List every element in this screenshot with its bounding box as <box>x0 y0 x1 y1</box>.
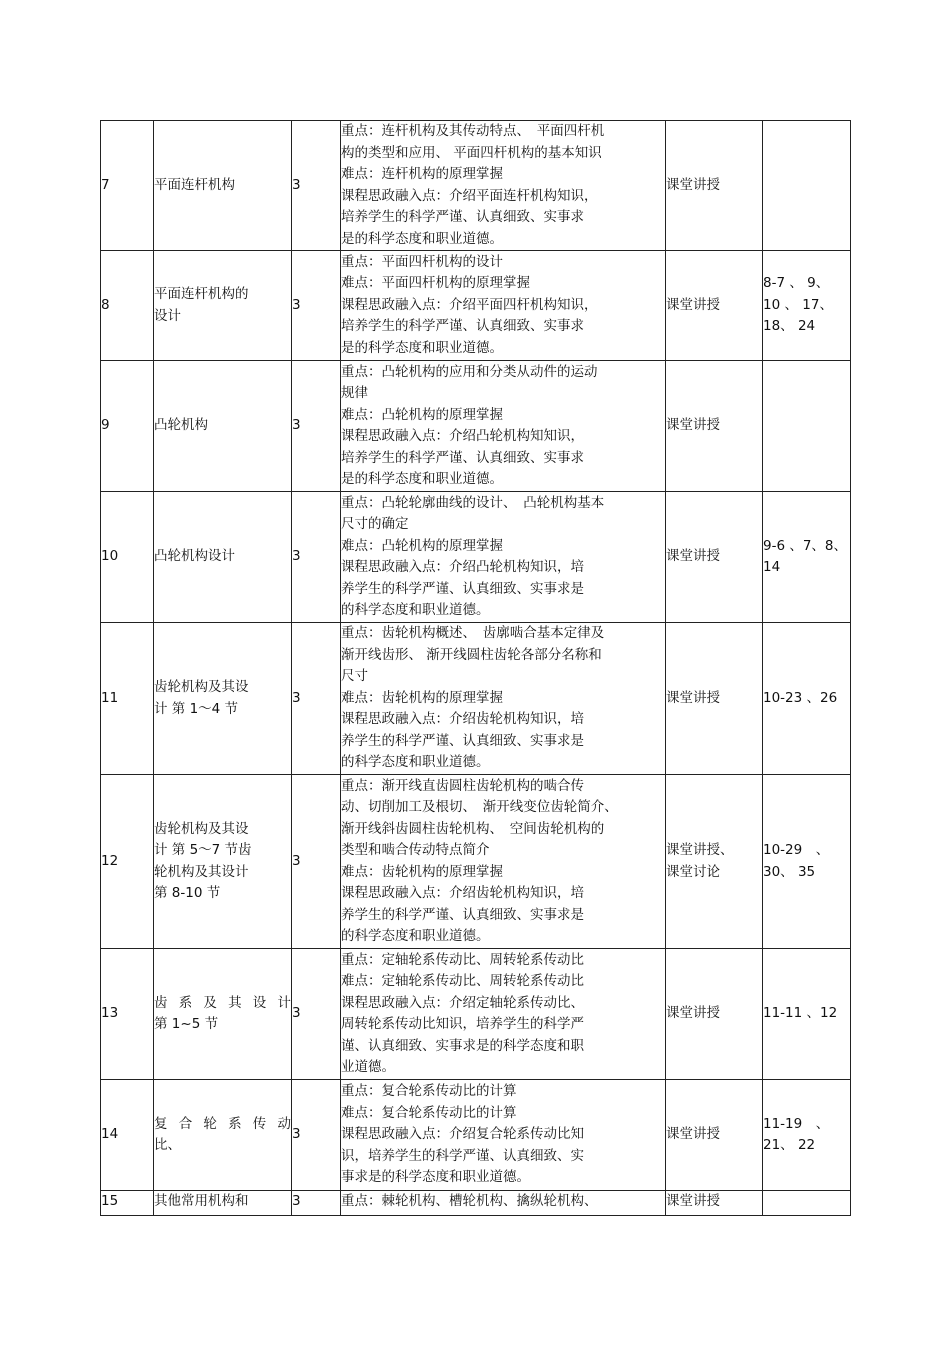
table-row <box>101 775 851 949</box>
topic-line: 设计 <box>154 307 181 324</box>
week-number-cell: 14 <box>101 1080 154 1191</box>
content-cell <box>341 361 666 492</box>
syllabus-table-body <box>101 121 851 1216</box>
content-line: 难点：凸轮机构的原理掌握 <box>341 406 503 423</box>
topic-line: 齿系及其设计 <box>154 994 291 1011</box>
topic-line: 比、 <box>154 1137 181 1153</box>
table-row <box>101 1080 851 1191</box>
content-line: 课程思政融入点：介绍平面四杆机构知识， <box>341 296 598 313</box>
content-line: 的科学态度和职业道德。 <box>341 928 490 944</box>
content-line: 难点：定轴轮系传动比、周转轮系传动比 <box>341 973 584 989</box>
content-line: 课程思政融入点：介绍齿轮机构知识，培 <box>341 885 584 901</box>
homework-cell <box>763 949 851 1080</box>
teaching-method-cell <box>666 492 763 623</box>
content-line: 难点：平面四杆机构的原理掌握 <box>341 275 530 292</box>
topic-cell <box>154 1080 292 1191</box>
method-line: 课堂讲授 <box>666 689 720 706</box>
table-row <box>101 949 851 1080</box>
method-line: 课堂讲授 <box>666 548 720 565</box>
topic-line: 凸轮机构 <box>154 417 208 434</box>
content-line: 难点：复合轮系传动比的计算 <box>341 1104 517 1121</box>
topic-cell <box>154 361 292 492</box>
week-number-cell: 15 <box>101 1191 154 1216</box>
content-line: 难点：齿轮机构的原理掌握 <box>341 863 503 880</box>
topic-cell <box>154 492 292 623</box>
content-line: 谨、认真细致、实事求是的科学态度和职 <box>341 1037 584 1054</box>
content-line: 是的科学态度和职业道德。 <box>341 471 503 487</box>
table-row <box>101 623 851 775</box>
content-line: 尺寸的确定 <box>341 516 409 532</box>
content-line: 业道德。 <box>341 1059 395 1075</box>
hours-cell: 3 <box>292 251 341 361</box>
topic-line: 凸轮机构设计 <box>154 548 235 565</box>
content-line: 是的科学态度和职业道德。 <box>341 339 503 356</box>
teaching-method-cell <box>666 121 763 251</box>
content-line: 的科学态度和职业道德。 <box>341 602 490 618</box>
homework-line: 8-7 、 9、 <box>763 275 830 292</box>
homework-cell <box>763 1080 851 1191</box>
homework-line: 10 、 17、 <box>763 296 833 313</box>
topic-line: 第 1~5 节 <box>154 1016 219 1032</box>
content-line: 尺寸 <box>341 668 368 685</box>
teaching-method-cell <box>666 1191 763 1216</box>
hours-cell: 3 <box>292 949 341 1080</box>
method-line: 课堂讨论 <box>666 863 720 880</box>
content-line: 培养学生的科学严谨、认真细致、实事求 <box>341 449 584 466</box>
content-line: 规律 <box>341 385 368 401</box>
week-number-cell: 10 <box>101 492 154 623</box>
topic-line: 计 第 1～4 节 <box>154 700 239 717</box>
topic-line: 齿轮机构及其设 <box>154 679 249 695</box>
content-line: 课程思政融入点：介绍凸轮机构知识，培 <box>341 559 584 575</box>
content-line: 课程思政融入点：介绍齿轮机构知识，培 <box>341 711 584 728</box>
teaching-method-cell <box>666 361 763 492</box>
topic-cell <box>154 949 292 1080</box>
homework-line: 30、 35 <box>763 863 816 880</box>
topic-line: 其他常用机构和 <box>154 1193 249 1209</box>
week-number-cell: 11 <box>101 623 154 775</box>
method-line: 课堂讲授 <box>666 1193 720 1209</box>
content-line: 的科学态度和职业道德。 <box>341 754 490 771</box>
homework-line: 11-19 、 <box>763 1115 830 1132</box>
content-line: 动、切削加工及根切、 渐开线变位齿轮简介、 <box>341 799 618 815</box>
content-cell <box>341 949 666 1080</box>
content-line: 课程思政融入点：介绍平面连杆机构知识， <box>341 187 598 204</box>
content-line: 重点：定轴轮系传动比、周转轮系传动比 <box>341 951 584 968</box>
content-cell <box>341 492 666 623</box>
content-line: 养学生的科学严谨、认真细致、实事求是 <box>341 732 584 749</box>
topic-line: 齿轮机构及其设 <box>154 820 249 837</box>
hours-cell: 3 <box>292 623 341 775</box>
content-line: 课程思政融入点：介绍定轴轮系传动比、 <box>341 994 584 1011</box>
teaching-method-cell <box>666 775 763 949</box>
syllabus-table <box>100 120 851 1216</box>
content-line: 重点：平面四杆机构的设计 <box>341 253 503 270</box>
week-number-cell: 9 <box>101 361 154 492</box>
content-line: 事求是的科学态度和职业道德。 <box>341 1169 530 1186</box>
content-line: 课程思政融入点：介绍凸轮机构知知识， <box>341 428 584 444</box>
content-line: 识，培养学生的科学严谨、认真细致、实 <box>341 1147 584 1164</box>
content-line: 重点：渐开线直齿圆柱齿轮机构的啮合传 <box>341 777 584 794</box>
content-line: 构的类型和应用、 平面四杆机构的基本知识 <box>341 144 602 161</box>
hours-cell: 3 <box>292 1191 341 1216</box>
homework-line: 10-29 、 <box>763 842 830 858</box>
content-line: 重点：齿轮机构概述、 齿廓啮合基本定律及 <box>341 625 605 642</box>
topic-line: 第 8-10 节 <box>154 885 221 901</box>
content-line: 渐开线齿形、 渐开线圆柱齿轮各部分名称和 <box>341 646 602 663</box>
homework-cell <box>763 623 851 775</box>
content-line: 重点：凸轮机构的应用和分类从动件的运动 <box>341 363 598 380</box>
topic-cell <box>154 121 292 251</box>
topic-cell <box>154 1191 292 1216</box>
method-line: 课堂讲授 <box>666 1005 720 1022</box>
content-line: 难点：连杆机构的原理掌握 <box>341 166 503 182</box>
hours-cell: 3 <box>292 492 341 623</box>
content-cell <box>341 623 666 775</box>
homework-cell <box>763 492 851 623</box>
week-number-cell: 7 <box>101 121 154 251</box>
method-line: 课堂讲授 <box>666 417 720 434</box>
content-line: 培养学生的科学严谨、认真细致、实事求 <box>341 209 584 225</box>
homework-cell <box>763 121 851 251</box>
topic-line: 复合轮系传动 <box>154 1115 291 1132</box>
content-line: 养学生的科学严谨、认真细致、实事求是 <box>341 906 584 923</box>
homework-cell <box>763 775 851 949</box>
week-number-cell: 12 <box>101 775 154 949</box>
topic-line: 平面连杆机构 <box>154 176 235 193</box>
content-line: 难点：凸轮机构的原理掌握 <box>341 537 503 554</box>
week-number-cell: 13 <box>101 949 154 1080</box>
week-number-cell: 8 <box>101 251 154 361</box>
topic-cell <box>154 251 292 361</box>
method-line: 课堂讲授 <box>666 176 720 193</box>
content-line: 重点：凸轮轮廓曲线的设计、 凸轮机构基本 <box>341 494 605 511</box>
homework-line: 11-11 、12 <box>763 1005 838 1022</box>
content-line: 重点：棘轮机构、槽轮机构、擒纵轮机构、 <box>341 1193 598 1209</box>
content-line: 是的科学态度和职业道德。 <box>341 230 503 247</box>
content-line: 类型和啮合传动特点简介 <box>341 842 490 858</box>
teaching-method-cell <box>666 1080 763 1191</box>
content-cell <box>341 251 666 361</box>
hours-cell: 3 <box>292 121 341 251</box>
content-line: 重点：复合轮系传动比的计算 <box>341 1083 517 1100</box>
content-line: 课程思政融入点：介绍复合轮系传动比知 <box>341 1126 584 1143</box>
homework-line: 9-6 、7、8、 <box>763 537 848 554</box>
content-cell <box>341 121 666 251</box>
teaching-method-cell <box>666 949 763 1080</box>
method-line: 课堂讲授 <box>666 296 720 313</box>
hours-cell: 3 <box>292 361 341 492</box>
hours-cell: 3 <box>292 775 341 949</box>
topic-line: 平面连杆机构的 <box>154 286 249 302</box>
topic-line: 轮机构及其设计 <box>154 863 249 880</box>
content-cell <box>341 1191 666 1216</box>
content-line: 重点：连杆机构及其传动特点、 平面四杆机 <box>341 123 605 139</box>
content-line: 渐开线斜齿圆柱齿轮机构、 空间齿轮机构的 <box>341 820 605 837</box>
teaching-method-cell <box>666 251 763 361</box>
table-row <box>101 1191 851 1216</box>
content-line: 难点：齿轮机构的原理掌握 <box>341 689 503 706</box>
content-line: 养学生的科学严谨、认真细致、实事求是 <box>341 580 584 597</box>
table-row <box>101 121 851 251</box>
method-line: 课堂讲授 <box>666 1126 720 1143</box>
method-line: 课堂讲授、 <box>666 842 734 858</box>
table-row <box>101 361 851 492</box>
table-row <box>101 251 851 361</box>
homework-line: 21、 22 <box>763 1137 816 1153</box>
content-line: 周转轮系传动比知识，培养学生的科学严 <box>341 1016 584 1032</box>
hours-cell: 3 <box>292 1080 341 1191</box>
content-cell <box>341 775 666 949</box>
homework-cell <box>763 361 851 492</box>
homework-line: 14 <box>763 559 781 575</box>
teaching-method-cell <box>666 623 763 775</box>
homework-cell <box>763 1191 851 1216</box>
table-row <box>101 492 851 623</box>
topic-cell <box>154 775 292 949</box>
content-line: 培养学生的科学严谨、认真细致、实事求 <box>341 318 584 335</box>
topic-cell <box>154 623 292 775</box>
homework-cell <box>763 251 851 361</box>
topic-line: 计 第 5～7 节齿 <box>154 842 252 858</box>
homework-line: 18、 24 <box>763 318 816 335</box>
homework-line: 10-23 、26 <box>763 689 838 706</box>
content-cell <box>341 1080 666 1191</box>
